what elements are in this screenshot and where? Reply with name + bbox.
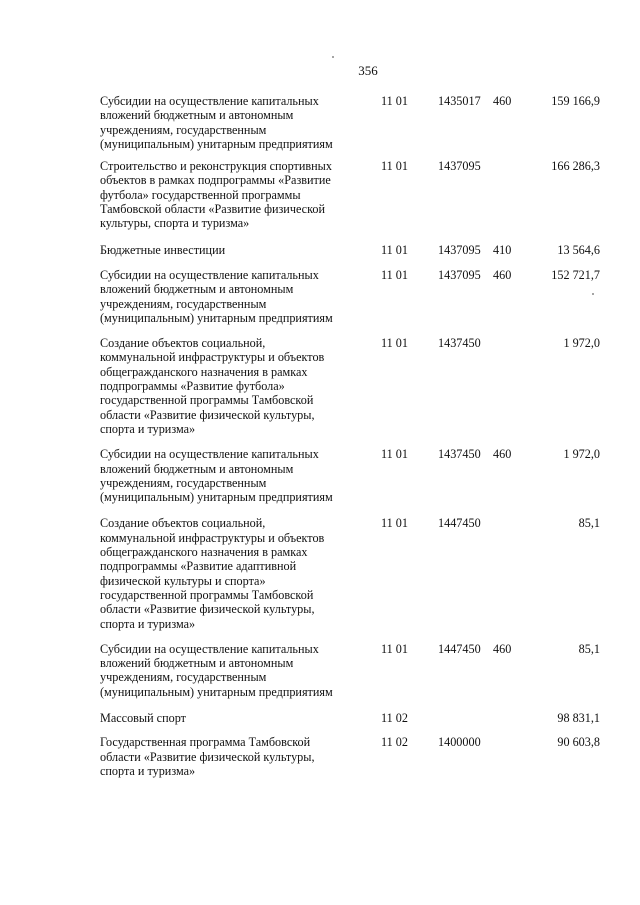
amount-value: 90 603,8 (557, 735, 600, 750)
description-line: учреждениям, государственным (100, 296, 267, 311)
target-article-code: 1447450 (438, 641, 481, 656)
description-line: Бюджетные инвестиции (100, 242, 226, 257)
scan-speck (332, 56, 334, 58)
description-line: вложений бюджетным и автономным (100, 656, 294, 671)
description-line: Государственная программа Тамбовской (100, 735, 311, 750)
section-code: 11 01 (381, 267, 408, 282)
target-article-code: 1447450 (438, 516, 481, 531)
description-line: подпрограммы «Развитие адаптивной (100, 559, 297, 574)
amount-value: 1 972,0 (563, 447, 600, 462)
section-code: 11 02 (381, 710, 408, 725)
row-description (100, 642, 362, 699)
table-row (100, 268, 600, 325)
description-line: вложений бюджетным и автономным (100, 461, 294, 476)
expense-type-code: 460 (493, 267, 512, 282)
budget-table (100, 94, 600, 778)
description-line: (муниципальным) унитарным предприятиям (100, 136, 333, 151)
target-article-code: 1437095 (438, 267, 481, 282)
target-article-code: 1437095 (438, 242, 481, 257)
description-line: коммунальной инфраструктуры и объектов (100, 350, 325, 365)
description-line: (муниципальным) унитарным предприятиям (100, 310, 333, 325)
row-description (100, 94, 362, 151)
description-line: футбола» государственной программы (100, 187, 301, 202)
table-row (100, 516, 600, 630)
row-description (100, 159, 362, 230)
description-line: вложений бюджетным и автономным (100, 108, 294, 123)
description-line: области «Развитие физической культуры, (100, 407, 315, 422)
section-code: 11 01 (381, 641, 408, 656)
section-code: 11 01 (381, 242, 408, 257)
section-code: 11 01 (381, 94, 408, 108)
target-article-code: 1437450 (438, 336, 481, 351)
description-line: коммунальной инфраструктуры и объектов (100, 530, 325, 545)
description-line: учреждениям, государственным (100, 122, 267, 137)
description-line: области «Развитие физической культуры, (100, 749, 315, 764)
description-line: Тамбовской области «Развитие физической (100, 202, 326, 217)
row-description (100, 711, 362, 725)
description-line: Субсидии на осуществление капитальных (100, 94, 319, 108)
amount-value: 85,1 (578, 516, 600, 531)
description-line: Субсидии на осуществление капитальных (100, 641, 319, 656)
description-line: спорта и туризма» (100, 763, 196, 778)
expense-type-code: 460 (493, 641, 512, 656)
expense-type-code: 460 (493, 94, 512, 108)
description-line: Создание объектов социальной, (100, 336, 266, 351)
description-line: спорта и туризма» (100, 421, 196, 436)
description-line: спорта и туризма» (100, 616, 196, 631)
table-row (100, 243, 600, 257)
table-row (100, 447, 600, 504)
expense-type-code: 460 (493, 447, 512, 462)
amount-value: 13 564,6 (557, 242, 600, 257)
description-line: Создание объектов социальной, (100, 516, 266, 531)
expense-type-code: 410 (493, 242, 512, 257)
amount-value: 1 972,0 (563, 336, 600, 351)
amount-value: 98 831,1 (557, 710, 600, 725)
description-line: (муниципальным) унитарным предприятиям (100, 490, 333, 505)
target-article-code: 1437450 (438, 447, 481, 462)
description-line: подпрограммы «Развитие футбола» (100, 379, 285, 394)
scan-speck (592, 293, 594, 295)
description-line: общегражданского назначения в рамках (100, 364, 308, 379)
table-row (100, 735, 600, 778)
section-code: 11 01 (381, 447, 408, 462)
target-article-code: 1435017 (438, 94, 481, 108)
section-code: 11 01 (381, 336, 408, 351)
amount-value: 159 166,9 (551, 94, 600, 108)
description-line: общегражданского назначения в рамках (100, 545, 308, 560)
description-line: Субсидии на осуществление капитальных (100, 267, 319, 282)
page-number: 356 (358, 63, 378, 78)
description-line: Строительство и реконструкция спортивных (100, 159, 332, 174)
table-row (100, 336, 600, 436)
table-row (100, 159, 600, 230)
description-line: вложений бюджетным и автономным (100, 282, 294, 297)
row-description (100, 447, 362, 504)
target-article-code: 1437095 (438, 159, 481, 174)
description-line: учреждениям, государственным (100, 670, 267, 685)
description-line: Субсидии на осуществление капитальных (100, 447, 319, 462)
section-code: 11 01 (381, 516, 408, 531)
description-line: физической культуры и спорта» (100, 573, 266, 588)
table-row (100, 642, 600, 699)
amount-value: 85,1 (578, 641, 600, 656)
section-code: 11 01 (381, 159, 408, 174)
description-line: объектов в рамках подпрограммы «Развитие (100, 173, 331, 188)
amount-value: 152 721,7 (551, 267, 600, 282)
section-code: 11 02 (381, 735, 408, 750)
amount-value: 166 286,3 (551, 159, 600, 174)
description-line: культуры, спорта и туризма» (100, 216, 250, 231)
table-row (100, 94, 600, 151)
row-description (100, 336, 362, 436)
row-description (100, 516, 362, 630)
description-line: учреждениям, государственным (100, 475, 267, 490)
row-description (100, 735, 362, 778)
description-line: государственной программы Тамбовской (100, 587, 314, 602)
row-description (100, 268, 362, 325)
table-row (100, 711, 600, 725)
row-description (100, 243, 362, 257)
description-line: (муниципальным) унитарным предприятиям (100, 684, 333, 699)
description-line: области «Развитие физической культуры, (100, 602, 315, 617)
description-line: государственной программы Тамбовской (100, 393, 314, 408)
description-line: Массовый спорт (100, 710, 186, 725)
target-article-code: 1400000 (438, 735, 481, 750)
